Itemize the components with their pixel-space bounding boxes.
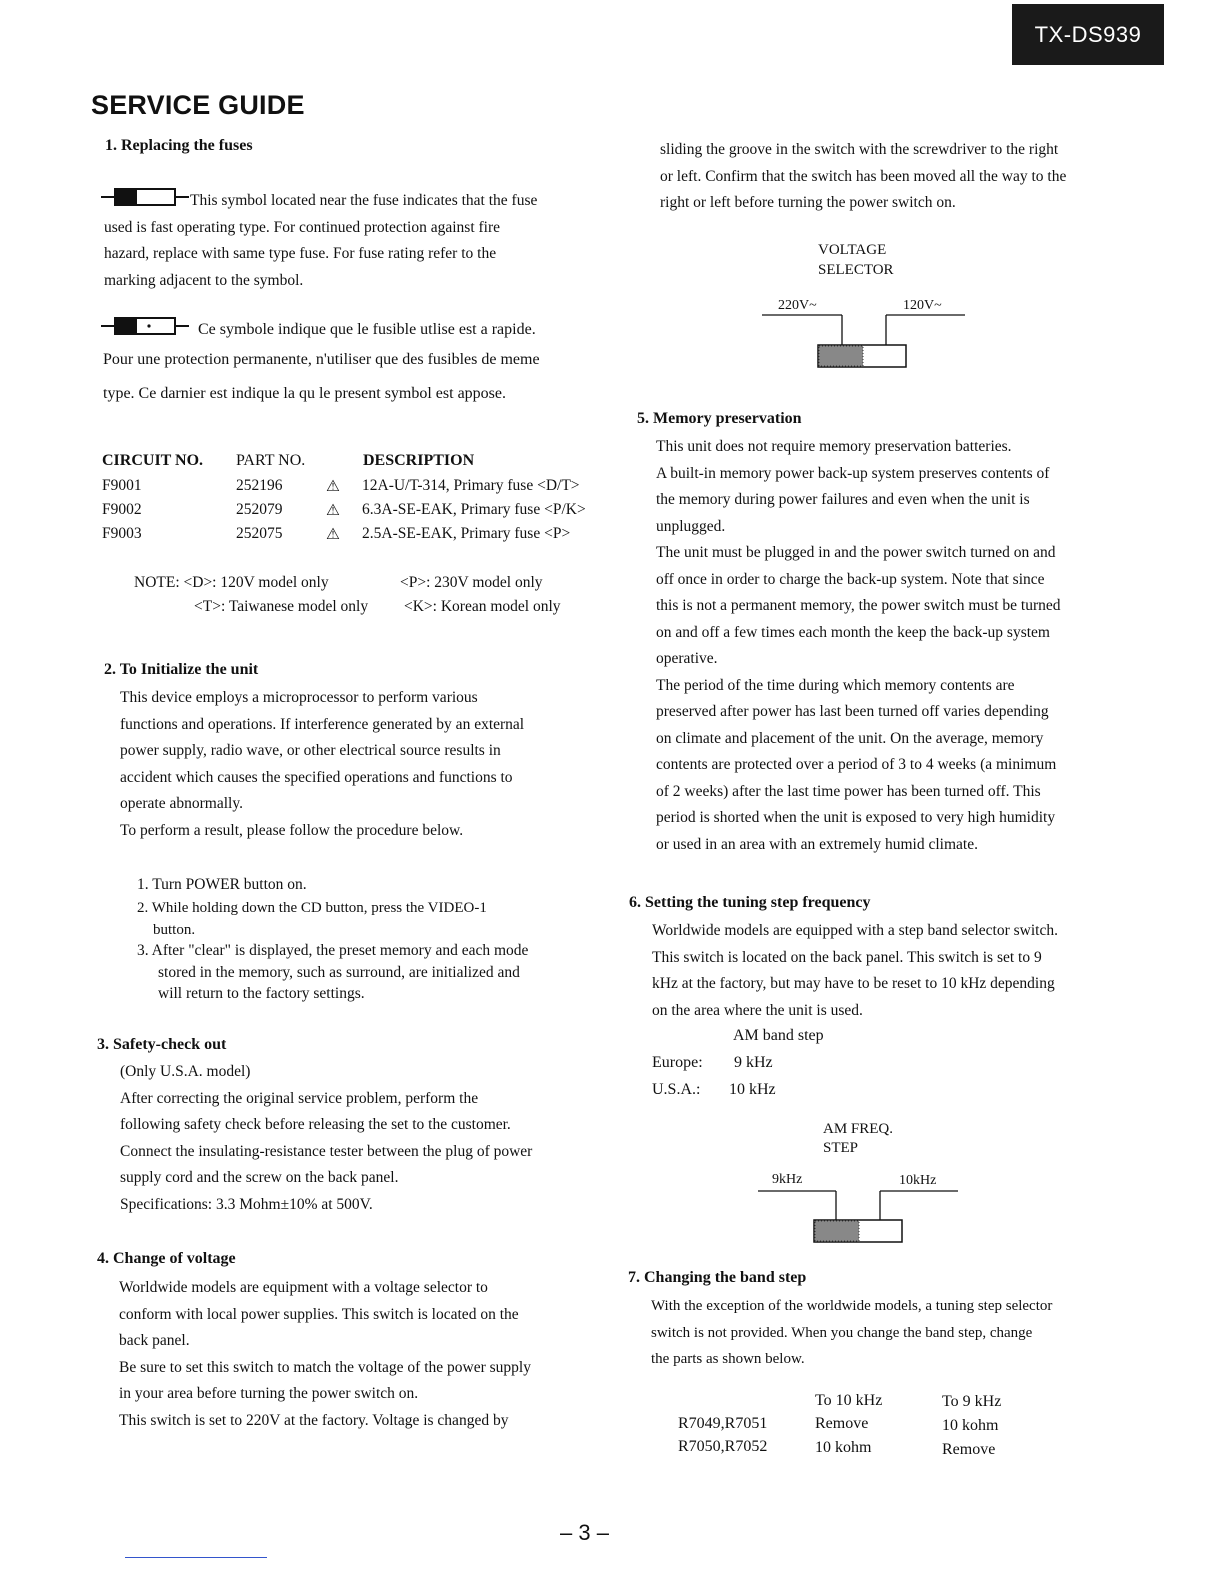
voltage-figure-title: VOLTAGE bbox=[818, 242, 887, 258]
text-line: on climate and placement of the unit. On the average, memory bbox=[656, 729, 1044, 747]
text-line: The period of the time during which memory contents are bbox=[656, 676, 1015, 694]
voltage-figure-subtitle: SELECTOR bbox=[818, 262, 894, 278]
part-no: 252196 bbox=[236, 477, 283, 494]
text-line: used is fast operating type. For continued protection against fire bbox=[104, 218, 501, 236]
section-4-heading: 4. Change of voltage bbox=[97, 1250, 236, 1267]
section-5-text bbox=[656, 434, 1061, 858]
section-7-heading: 7. Changing the band step bbox=[628, 1269, 807, 1286]
text-line: right or left before turning the power switch on. bbox=[660, 194, 956, 211]
col-header-part: PART NO. bbox=[236, 452, 306, 469]
text-line: Worldwide models are equipment with a voltage selector to bbox=[119, 1279, 488, 1296]
text-line: This switch is located on the back panel. This switch is set to 9 bbox=[652, 948, 1042, 966]
text-line: of 2 weeks) after the last time power has been turned off. This bbox=[656, 782, 1041, 800]
french-line-2: Pour une protection permanente, n'utiliser que des fusibles de meme bbox=[103, 351, 540, 368]
note-line-2a: <T>: Taiwanese model only bbox=[194, 598, 369, 615]
text-line: Connect the insulating-resistance tester between the plug of power bbox=[120, 1142, 533, 1160]
text-line: This device employs a microprocessor to perform various bbox=[120, 689, 478, 706]
fast-fuse-icon bbox=[101, 315, 191, 337]
col-header-circuit: CIRCUIT NO. bbox=[102, 452, 204, 469]
part-no: 252079 bbox=[236, 501, 283, 518]
footer-line bbox=[125, 1557, 267, 1558]
band-row-2-9khz: Remove bbox=[942, 1441, 996, 1458]
init-step-3-cont: will return to the factory settings. bbox=[158, 985, 365, 1002]
band-col-to-10khz: To 10 kHz bbox=[815, 1392, 883, 1409]
note-line-1a: NOTE: <D>: 120V model only bbox=[134, 574, 329, 591]
text-line: the memory during power failures and even when the unit is bbox=[656, 491, 1030, 508]
section-1-english-text bbox=[104, 188, 537, 294]
init-step-2-cont: button. bbox=[153, 922, 196, 938]
section-3-text bbox=[120, 1059, 532, 1218]
voltage-left-label: 220V~ bbox=[778, 298, 817, 313]
text-line: hazard, replace with same type fuse. For fuse rating refer to the bbox=[104, 245, 497, 262]
text-line: period is shorted when the unit is exposed to very high humidity bbox=[656, 809, 1056, 826]
warning-icon: ⚠ bbox=[326, 526, 340, 543]
text-line: in your area before turning the power switch on. bbox=[119, 1385, 419, 1402]
am-step-left-label: 9kHz bbox=[772, 1172, 803, 1187]
init-step-1: 1. Turn POWER button on. bbox=[137, 876, 307, 893]
text-line: unplugged. bbox=[656, 517, 726, 535]
text-line: back panel. bbox=[119, 1332, 190, 1349]
section-6-text bbox=[652, 918, 1058, 1024]
text-line: the parts as shown below. bbox=[651, 1351, 805, 1367]
band-col-to-9khz: To 9 kHz bbox=[942, 1393, 1002, 1410]
col-header-description: DESCRIPTION bbox=[363, 452, 475, 469]
model-badge: TX-DS939 bbox=[1012, 4, 1164, 65]
text-line: switch is not provided. When you change the band step, change bbox=[651, 1324, 1033, 1341]
text-line: This symbol located near the fuse indicates that the fuse bbox=[190, 192, 538, 209]
text-line: or left. Confirm that the switch has been moved all the way to the bbox=[660, 167, 1067, 185]
part-no: 252075 bbox=[236, 525, 283, 542]
usa-value: 10 kHz bbox=[729, 1081, 776, 1098]
text-line: Be sure to set this switch to match the voltage of the power supply bbox=[119, 1358, 531, 1376]
text-line: this is not a permanent memory, the power switch must be turned bbox=[656, 597, 1061, 614]
text-line: supply cord and the screw on the back panel. bbox=[120, 1169, 399, 1186]
text-line: With the exception of the worldwide models, a tuning step selector bbox=[651, 1298, 1053, 1314]
band-row-1-parts: R7049,R7051 bbox=[678, 1415, 768, 1432]
am-band-step-label: AM band step bbox=[733, 1027, 824, 1044]
text-line: on and off a few times each month the keep the back-up system bbox=[656, 623, 1050, 641]
europe-value: 9 kHz bbox=[734, 1054, 773, 1071]
text-line: The unit must be plugged in and the power switch turned on and bbox=[656, 544, 1056, 561]
text-line: following safety check before releasing the set to the customer. bbox=[120, 1116, 511, 1133]
warning-icon: ⚠ bbox=[326, 502, 340, 519]
text-line: Worldwide models are equipped with a step band selector switch. bbox=[652, 922, 1058, 939]
section-7-text bbox=[651, 1293, 1052, 1373]
text-line: or used in an area with an extremely humid climate. bbox=[656, 835, 978, 853]
text-line: This switch is set to 220V at the factory. Voltage is changed by bbox=[119, 1411, 509, 1429]
voltage-selector-switch-diagram bbox=[760, 312, 970, 372]
warning-icon: ⚠ bbox=[326, 478, 340, 495]
am-step-switch-diagram bbox=[756, 1188, 966, 1246]
section-3-heading: 3. Safety-check out bbox=[97, 1036, 227, 1053]
text-line: on the area where the unit is used. bbox=[652, 1001, 863, 1019]
text-line: A built-in memory power back-up system preserves contents of bbox=[656, 464, 1050, 482]
page-title: SERVICE GUIDE bbox=[91, 90, 305, 120]
am-step-right-label: 10kHz bbox=[899, 1173, 937, 1188]
band-row-2-10khz: 10 kohm bbox=[815, 1439, 872, 1456]
europe-label: Europe: bbox=[652, 1054, 703, 1071]
description: 6.3A-SE-EAK, Primary fuse <P/K> bbox=[362, 501, 586, 518]
band-row-1-9khz: 10 kohm bbox=[942, 1417, 999, 1434]
text-line: operate abnormally. bbox=[120, 795, 243, 812]
text-line: This unit does not require memory preservation batteries. bbox=[656, 438, 1012, 455]
page-number: – 3 – bbox=[560, 1520, 609, 1545]
am-step-figure-subtitle: STEP bbox=[823, 1140, 859, 1156]
band-row-1-10khz: Remove bbox=[815, 1415, 869, 1432]
section-4-continued bbox=[660, 137, 1066, 217]
text-line: accident which causes the specified operations and functions to bbox=[120, 768, 513, 786]
note-line-2b: <K>: Korean model only bbox=[404, 598, 561, 615]
description: 2.5A-SE-EAK, Primary fuse <P> bbox=[362, 525, 571, 542]
init-step-2: 2. While holding down the CD button, press the VIDEO-1 bbox=[137, 900, 487, 916]
circuit-no: F9002 bbox=[102, 501, 142, 518]
text-line: contents are protected over a period of 3 to 4 weeks (a minimum bbox=[656, 756, 1057, 773]
text-line: After correcting the original service problem, perform the bbox=[120, 1089, 479, 1107]
section-4-text bbox=[119, 1275, 531, 1434]
init-step-3-cont: stored in the memory, such as surround, are initialized and bbox=[158, 964, 520, 981]
text-line: To perform a result, please follow the procedure below. bbox=[120, 821, 464, 839]
section-1-heading: 1. Replacing the fuses bbox=[105, 137, 253, 154]
text-line: marking adjacent to the symbol. bbox=[104, 271, 304, 289]
init-step-3: 3. After "clear" is displayed, the preset memory and each mode bbox=[137, 942, 529, 959]
text-line: Specifications: 3.3 Mohm±10% at 500V. bbox=[120, 1195, 373, 1213]
section-2-text bbox=[120, 685, 524, 844]
text-line: sliding the groove in the switch with the screwdriver to the right bbox=[660, 141, 1059, 158]
circuit-no: F9003 bbox=[102, 525, 142, 542]
text-line: off once in order to charge the back-up system. Note that since bbox=[656, 570, 1045, 588]
band-row-2-parts: R7050,R7052 bbox=[678, 1438, 768, 1455]
description: 12A-U/T-314, Primary fuse <D/T> bbox=[362, 477, 580, 494]
french-line-1: Ce symbole indique que le fusible utlise est a rapide. bbox=[198, 321, 536, 338]
usa-label: U.S.A.: bbox=[652, 1081, 701, 1098]
section-2-heading: 2. To Initialize the unit bbox=[104, 661, 259, 678]
am-step-figure-title: AM FREQ. bbox=[823, 1121, 894, 1137]
note-line-1b: <P>: 230V model only bbox=[400, 574, 543, 591]
text-line: (Only U.S.A. model) bbox=[120, 1063, 251, 1080]
text-line: functions and operations. If interference generated by an external bbox=[120, 715, 525, 733]
section-6-heading: 6. Setting the tuning step frequency bbox=[629, 894, 871, 911]
text-line: conform with local power supplies. This switch is located on the bbox=[119, 1305, 519, 1323]
voltage-right-label: 120V~ bbox=[903, 298, 942, 313]
text-line: operative. bbox=[656, 650, 718, 667]
section-5-heading: 5. Memory preservation bbox=[637, 410, 802, 427]
circuit-no: F9001 bbox=[102, 477, 142, 494]
french-line-3: type. Ce darnier est indique la qu le present symbol est appose. bbox=[103, 385, 507, 402]
text-line: power supply, radio wave, or other electrical source results in bbox=[120, 742, 501, 759]
text-line: kHz at the factory, but may have to be reset to 10 kHz depending bbox=[652, 975, 1055, 992]
text-line: preserved after power has last been turned off varies depending bbox=[656, 703, 1049, 720]
